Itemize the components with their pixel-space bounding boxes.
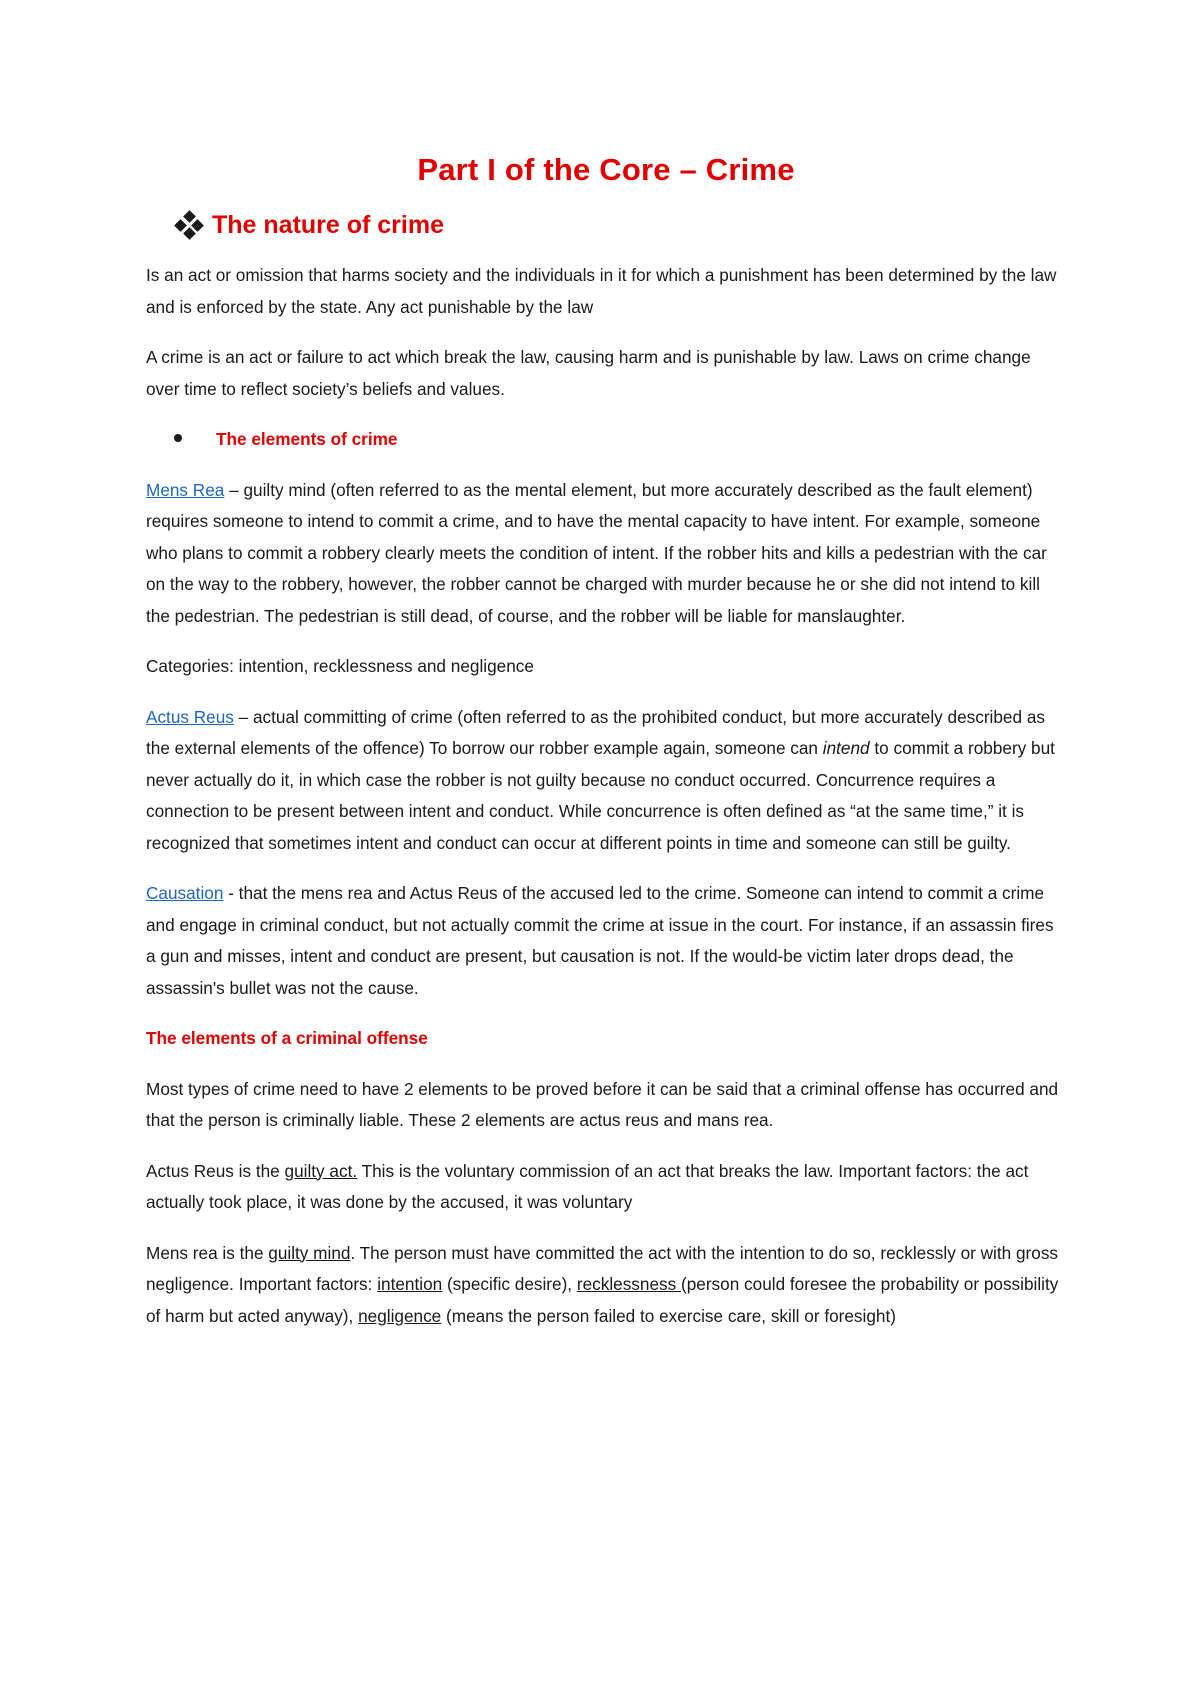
mens-rea-guilty-mind-paragraph bbox=[146, 1238, 1066, 1333]
mens-rea-link[interactable]: Mens Rea bbox=[146, 479, 225, 500]
actus-reus-guilty-act-paragraph bbox=[146, 1156, 1066, 1219]
mens-text-a: Mens rea is the bbox=[146, 1242, 269, 1263]
mens-text-c: (specific desire), bbox=[442, 1274, 577, 1294]
bullet-icon bbox=[174, 434, 182, 442]
elements-heading bbox=[174, 424, 1066, 456]
offense-heading: The elements of a criminal offense bbox=[146, 1028, 428, 1048]
mens-text-e: (means the person failed to exercise care, skill or foresight) bbox=[441, 1305, 896, 1326]
causation-paragraph bbox=[146, 878, 1066, 1004]
recklessness-underlined: recklessness bbox=[576, 1274, 681, 1294]
diamond-bullet-icon bbox=[176, 212, 202, 238]
intention-underlined: intention bbox=[377, 1274, 443, 1294]
mens-rea-paragraph bbox=[146, 475, 1066, 633]
actus-reus-text-a: – actual committing of crime (often referred to as the prohibited conduct, but more accurately described as the external elements of the offence) To borrow our robber example again, someone can bbox=[146, 706, 1045, 758]
guilty-mind-underlined: guilty mind bbox=[268, 1242, 351, 1263]
section-heading-text: The nature of crime bbox=[212, 211, 444, 239]
mens-text-d: (person could foresee the probability or possibility of harm but acted anyway), bbox=[146, 1274, 1059, 1326]
document-content bbox=[146, 150, 1066, 1351]
mens-text-b: . The person must have committed the act with the intention to do so, recklessly or with gross negligence. Important factors: bbox=[146, 1242, 1059, 1294]
actus-text-a: Actus Reus is the bbox=[146, 1160, 285, 1181]
actus-reus-paragraph bbox=[146, 702, 1066, 860]
guilty-act-underlined: guilty act. bbox=[284, 1160, 358, 1181]
offense-paragraph: Most types of crime need to have 2 elements to be proved before it can be said that a criminal offense has occurred and that the person is criminally liable. These 2 elements are actus reus and mans rea. bbox=[146, 1078, 1059, 1130]
mens-rea-text: – guilty mind (often referred to as the mental element, but more accurately described as the fault element) requires someone to intend to commit a crime, and to have the mental capacity to have intent. For example, someone who plans to commit a robbery clearly meets the condition of intent. If the robber hits and kills a pedestrian with the car on the way to the robbery, however, the robber cannot be charged with murder because he or she did not intend to kill the pedestrian. The pedestrian is still dead, of course, and the robber will be liable for manslaughter. bbox=[146, 479, 1047, 626]
actus-text-b: This is the voluntary commission of an act that breaks the law. Important factors: the act actually took place, it was done by the accused, it was voluntary bbox=[146, 1160, 1029, 1212]
actus-reus-link[interactable]: Actus Reus bbox=[146, 706, 234, 727]
elements-heading-text: The elements of crime bbox=[216, 429, 398, 449]
actus-reus-text-b: to commit a robbery but never actually do it, in which case the robber is not guilty because no conduct occurred. Concurrence requires a connection to be present between intent and conduct. While concurrence is often defined as “at the same time,” it is recognized that sometimes intent and conduct can occur at different points in time and someone can still be guilty. bbox=[146, 738, 1055, 853]
section-heading bbox=[176, 208, 1066, 242]
page-title: Part I of the Core – Crime bbox=[417, 152, 795, 187]
definition-paragraph-2: A crime is an act or failure to act which break the law, causing harm and is punishable by law. Laws on crime change over time to reflect society’s beliefs and values. bbox=[146, 347, 1031, 399]
categories-paragraph: Categories: intention, recklessness and negligence bbox=[146, 656, 534, 676]
causation-text: - that the mens rea and Actus Reus of the accused led to the crime. Someone can intend to commit a crime and engage in criminal conduct, but not actually commit the crime at issue in the court. For instance, if an assassin fires a gun and misses, intent and conduct are present, but causation is not. If the would-be victim later drops dead, the assassin's bullet was not the cause. bbox=[146, 883, 1054, 998]
definition-paragraph-1: Is an act or omission that harms society and the individuals in it for which a punishment has been determined by the law and is enforced by the state. Any act punishable by the law bbox=[146, 265, 1057, 317]
negligence-underlined: negligence bbox=[358, 1305, 442, 1326]
causation-link[interactable]: Causation bbox=[146, 883, 224, 903]
actus-reus-italic: intend bbox=[822, 738, 870, 758]
